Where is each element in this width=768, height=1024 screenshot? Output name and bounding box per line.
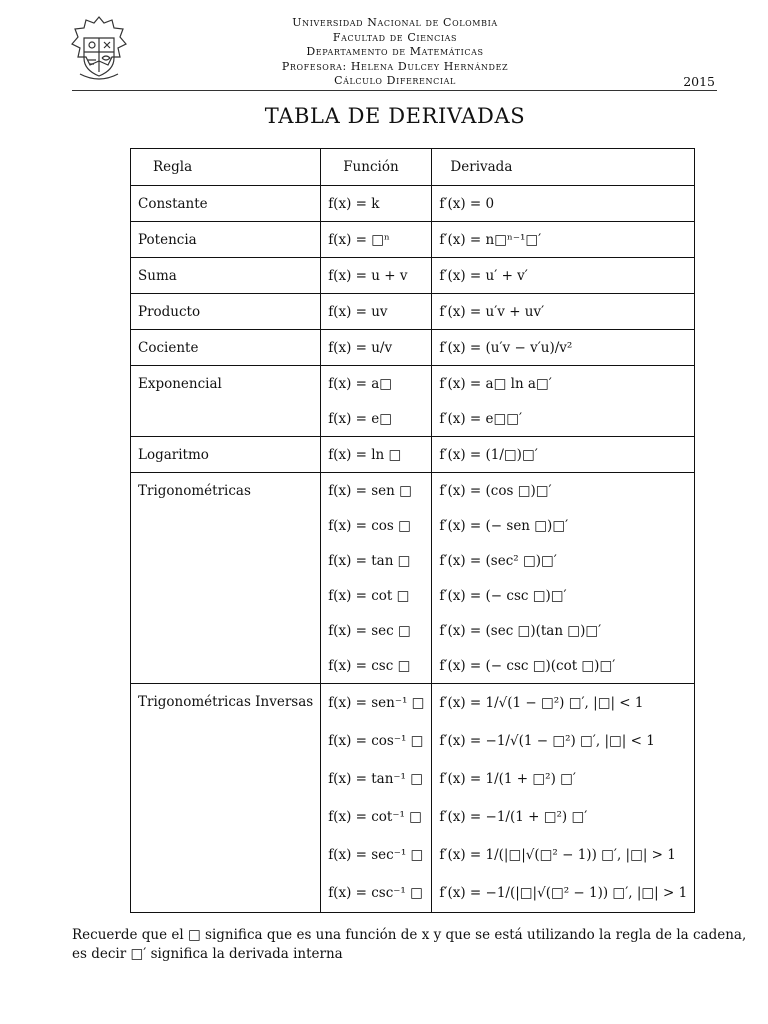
- derivative-cell: f′(x) = −1/√(1 − □²) □′, |□| < 1: [432, 722, 695, 760]
- rule-cell: Logaritmo: [131, 437, 321, 473]
- derivative-cell: f′(x) = n□ⁿ⁻¹□′: [432, 222, 695, 258]
- function-cell: f(x) = cos⁻¹ □: [321, 722, 432, 760]
- function-cell: f(x) = sec⁻¹ □: [321, 836, 432, 874]
- professor-name: Profesora: Helena Dulcey Hernández: [281, 59, 509, 73]
- rule-cell: Trigonométricas: [131, 473, 321, 684]
- function-cell: f(x) = u + v: [321, 258, 432, 294]
- rule-cell: Trigonométricas Inversas: [131, 684, 321, 913]
- function-cell: f(x) = cos □: [321, 508, 432, 543]
- table-row: [131, 186, 695, 222]
- function-cell: f(x) = □ⁿ: [321, 222, 432, 258]
- function-cell: f(x) = sen⁻¹ □: [321, 684, 432, 723]
- derivative-cell: f′(x) = (1/□)□′: [432, 437, 695, 473]
- table-row: [131, 294, 695, 330]
- institution-block: [200, 16, 590, 89]
- footnote-line: Recuerde que el □ significa que es una función de x y que se está utilizando la regla de la cadena,: [72, 927, 747, 943]
- function-cell: f(x) = csc □: [321, 648, 432, 684]
- university-name: Universidad Nacional de Colombia: [292, 16, 498, 29]
- table-row: [131, 330, 695, 366]
- column-header-function: Función: [321, 149, 432, 186]
- department-name: Departamento de Matemáticas: [306, 45, 484, 58]
- year: 2015: [683, 74, 715, 89]
- table-header-row: [131, 149, 695, 186]
- function-cell: f(x) = e□: [321, 401, 432, 437]
- table-row: [131, 684, 695, 723]
- table-row: [131, 258, 695, 294]
- column-header-rule: Regla: [131, 149, 321, 186]
- derivative-cell: f′(x) = −1/(1 + □²) □′: [432, 798, 695, 836]
- table-row: [131, 366, 695, 402]
- function-cell: f(x) = uv: [321, 294, 432, 330]
- footnote: [72, 926, 747, 964]
- derivative-cell: f′(x) = a□ ln a□′: [432, 366, 695, 402]
- function-cell: f(x) = ln □: [321, 437, 432, 473]
- derivatives-table: [130, 148, 695, 913]
- rule-cell: Constante: [131, 186, 321, 222]
- rule-cell: Producto: [131, 294, 321, 330]
- derivative-cell: f′(x) = −1/(|□|√(□² − 1)) □′, |□| > 1: [432, 874, 695, 913]
- function-cell: f(x) = sec □: [321, 613, 432, 648]
- function-cell: f(x) = k: [321, 186, 432, 222]
- derivative-cell: f′(x) = (− csc □)(cot □)□′: [432, 648, 695, 684]
- rule-cell: Suma: [131, 258, 321, 294]
- derivative-cell: f′(x) = (− sen □)□′: [432, 508, 695, 543]
- derivative-cell: f′(x) = 0: [432, 186, 695, 222]
- derivative-cell: f′(x) = (sec □)(tan □)□′: [432, 613, 695, 648]
- derivative-cell: f′(x) = (− csc □)□′: [432, 578, 695, 613]
- function-cell: f(x) = cot □: [321, 578, 432, 613]
- derivative-cell: f′(x) = (cos □)□′: [432, 473, 695, 509]
- page-title: TABLA DE DERIVADAS: [264, 104, 526, 128]
- function-cell: f(x) = cot⁻¹ □: [321, 798, 432, 836]
- table-row: [131, 222, 695, 258]
- table-row: [131, 437, 695, 473]
- derivative-cell: f′(x) = e□□′: [432, 401, 695, 437]
- function-cell: f(x) = tan □: [321, 543, 432, 578]
- rule-cell: Potencia: [131, 222, 321, 258]
- function-cell: f(x) = csc⁻¹ □: [321, 874, 432, 913]
- column-header-derivative: Derivada: [432, 149, 695, 186]
- function-cell: f(x) = sen □: [321, 473, 432, 509]
- derivative-cell: f′(x) = (u′v − v′u)/v²: [432, 330, 695, 366]
- course-name: Cálculo Diferencial: [334, 74, 456, 87]
- table-row: [131, 473, 695, 509]
- faculty-name: Facultad de Ciencias: [332, 30, 458, 44]
- derivative-cell: f′(x) = u′v + uv′: [432, 294, 695, 330]
- rule-cell: Cociente: [131, 330, 321, 366]
- footnote-line: es decir □′ significa la derivada interna: [72, 946, 343, 962]
- derivative-cell: f′(x) = 1/(1 + □²) □′: [432, 760, 695, 798]
- university-seal-icon: [68, 14, 130, 84]
- derivative-cell: f′(x) = 1/(|□|√(□² − 1)) □′, |□| > 1: [432, 836, 695, 874]
- derivative-cell: f′(x) = 1/√(1 − □²) □′, |□| < 1: [432, 684, 695, 723]
- rule-cell: Exponencial: [131, 366, 321, 437]
- page-header: [0, 0, 768, 96]
- function-cell: f(x) = tan⁻¹ □: [321, 760, 432, 798]
- function-cell: f(x) = u/v: [321, 330, 432, 366]
- derivative-cell: f′(x) = (sec² □)□′: [432, 543, 695, 578]
- derivative-cell: f′(x) = u′ + v′: [432, 258, 695, 294]
- header-rule: [72, 90, 717, 91]
- function-cell: f(x) = a□: [321, 366, 432, 402]
